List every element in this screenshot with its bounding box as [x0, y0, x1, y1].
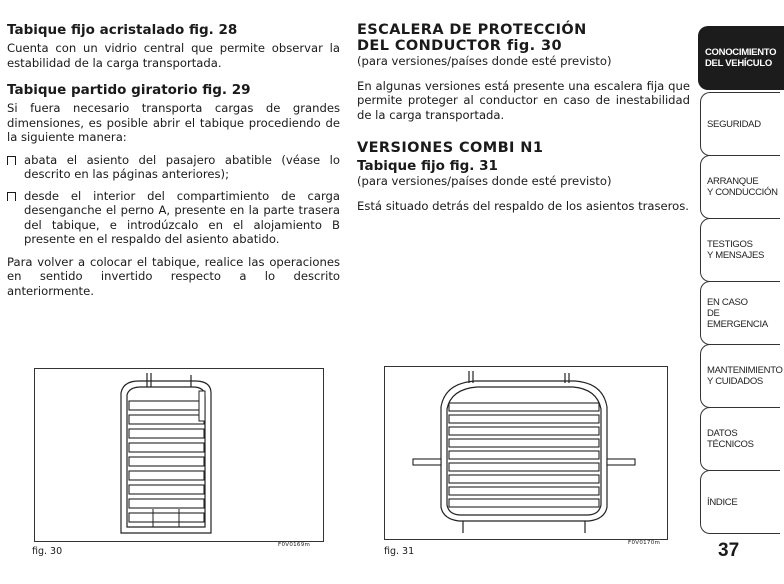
note-versiones-2: (para versiones/países donde esté previsto)	[357, 174, 612, 188]
figure-code-30: F0V0169m	[278, 542, 311, 548]
checkbox-bullet-icon	[7, 156, 16, 165]
figure-30	[34, 368, 324, 542]
tab-arranque-conduccion[interactable]: ARRANQUE Y CONDUCCIÓN	[700, 155, 780, 219]
list-item: abata el asiento del pasajero abatible (véase lo descrito en las páginas anteriores);	[7, 153, 340, 182]
paragraph-partido: Si fuera necesario transporta cargas de grandes dimensiones, es posible abrir el tabique procediendo de la siguiente manera:	[7, 101, 340, 144]
heading-tabique-partido: Tabique partido giratorio fig. 29	[7, 82, 251, 98]
heading-versiones-combi: VERSIONES COMBI N1	[357, 140, 544, 156]
heading-escalera: ESCALERA DE PROTECCIÓN DEL CONDUCTOR fig. 30	[357, 22, 587, 54]
tab-conocimiento-vehiculo[interactable]: CONOCIMIENTO DEL VEHÍCULO	[698, 26, 784, 90]
checkbox-bullet-icon	[7, 192, 16, 201]
tab-testigos-mensajes[interactable]: TESTIGOS Y MENSAJES	[700, 218, 780, 282]
heading-tabique-fijo-acristalado: Tabique fijo acristalado fig. 28	[7, 22, 238, 38]
figure-label-31: fig. 31	[384, 546, 415, 557]
ladder-illustration	[35, 369, 323, 541]
figure-code-31: F0V0170m	[628, 540, 661, 546]
tab-datos-tecnicos[interactable]: DATOS TÉCNICOS	[700, 407, 780, 471]
left-column	[7, 22, 340, 306]
figure-label-30: fig. 30	[32, 546, 63, 557]
chapter-tabs	[700, 0, 784, 584]
tab-mantenimiento[interactable]: MANTENIMIENTO Y CUIDADOS	[700, 344, 780, 408]
heading-tabique-fijo: Tabique fijo fig. 31	[357, 158, 498, 174]
paragraph-escalera: En algunas versiones está presente una escalera fija que permite proteger al conductor en caso de inestabilidad de la carga transportada.	[357, 78, 690, 122]
note-versiones: (para versiones/países donde esté previsto)	[357, 54, 612, 68]
partition-illustration	[385, 367, 667, 539]
list-item: desde el interior del compartimiento de carga desenganche el perno A, presente en la parte trasera del tabique, e introdúzcalo en el alojamiento B presente en el respaldo del asiento abatido.	[7, 189, 340, 247]
middle-column	[357, 22, 690, 221]
tab-indice[interactable]: ÍNDICE	[700, 470, 780, 534]
tab-seguridad[interactable]: SEGURIDAD	[700, 92, 780, 156]
page-number: 37	[718, 540, 740, 561]
paragraph-acristalado: Cuenta con un vidrio central que permite observar la estabilidad de la carga transportada.	[7, 41, 340, 70]
paragraph-volver: Para volver a colocar el tabique, realice las operaciones en sentido invertido respecto a lo descrito anteriormente.	[7, 254, 340, 298]
tab-emergencia[interactable]: EN CASO DE EMERGENCIA	[700, 281, 780, 345]
figure-31	[384, 366, 668, 540]
instruction-list	[7, 153, 340, 247]
paragraph-tabique-fijo: Está situado detrás del respaldo de los asientos traseros.	[357, 198, 689, 213]
